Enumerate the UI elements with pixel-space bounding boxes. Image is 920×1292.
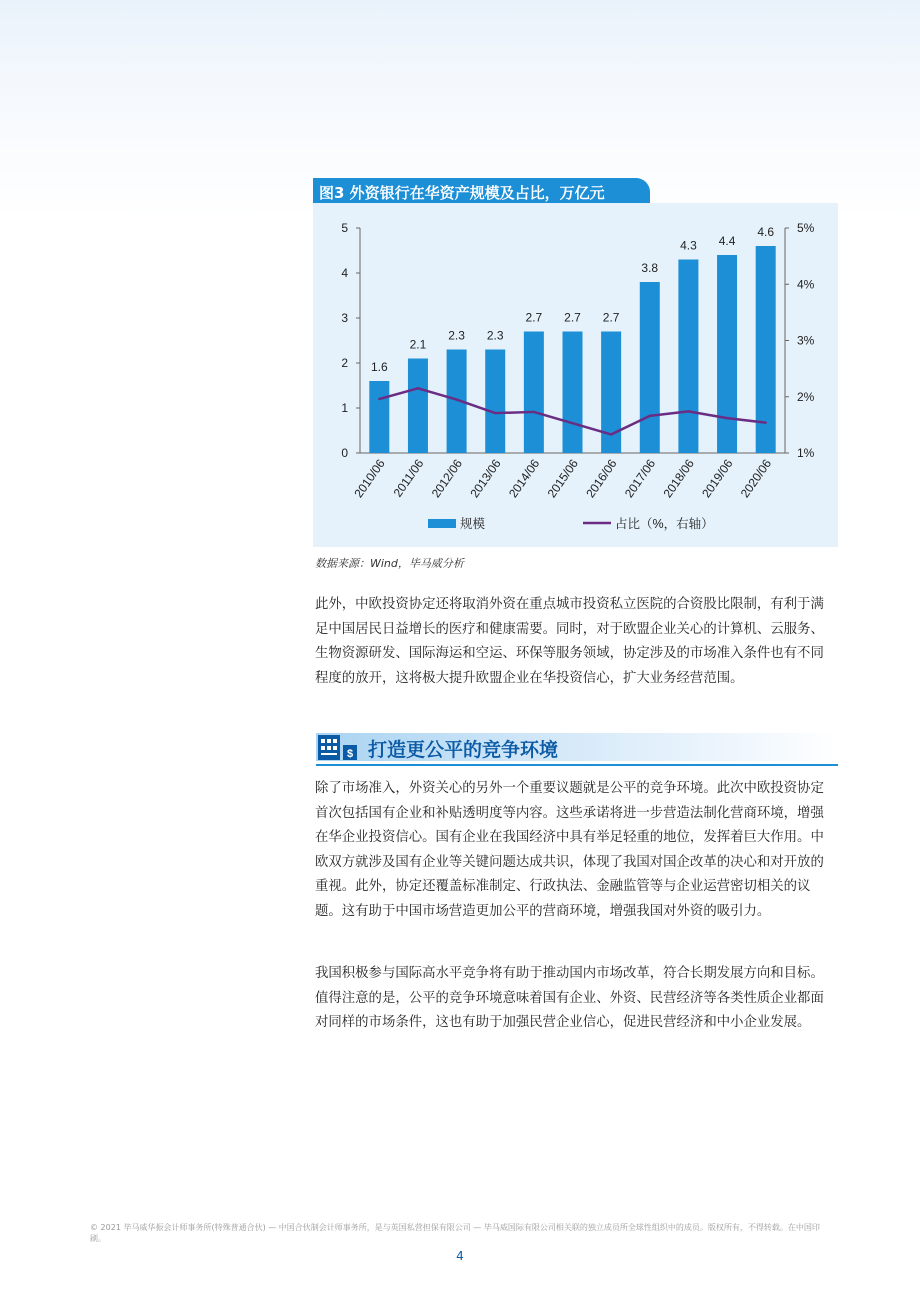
bar-data-label: 1.6 [370,360,388,374]
y-tick-label-right: 3% [797,333,815,348]
x-tick-label: 2017/06 [621,456,659,501]
bar [640,282,660,453]
bar-data-label: 2.7 [564,310,581,325]
y-tick-label-left: 5 [341,221,348,235]
share-point [649,415,651,417]
share-point [610,433,612,435]
share-point [764,421,766,423]
share-point [378,398,380,400]
x-tick-label: 2012/06 [428,456,466,501]
bar [485,350,505,454]
y-tick-label-right: 1% [797,446,815,460]
asset-scale-chart [313,203,838,547]
x-tick-label: 2018/06 [660,456,697,501]
y-tick-label-left: 1 [341,401,348,415]
x-tick-label: 2020/06 [737,456,775,501]
bar-data-label: 3.8 [641,261,659,275]
x-tick-label: 2014/06 [505,456,543,501]
x-tick-label: 2019/06 [699,456,736,501]
section-header [316,731,838,767]
share-point [571,422,573,424]
y-tick-label-left: 3 [341,311,348,325]
legend-label-bar: 规模 [460,517,486,531]
share-point [533,411,535,413]
svg-text:$: $ [346,748,354,760]
bar [563,332,583,454]
bar-data-label: 4.3 [680,238,697,253]
legend-label-line: 占比（%，右轴） [615,517,714,531]
share-point [726,417,728,419]
bar-data-label: 2.3 [448,328,465,343]
x-tick-label: 2011/06 [390,456,427,500]
bar-data-label: 4.6 [757,225,775,239]
chart-panel [313,203,838,547]
bar [678,260,698,454]
share-point [687,410,689,412]
figure-title-tab [313,178,650,206]
x-tick-label: 2016/06 [583,456,620,501]
y-tick-label-left: 4 [341,266,348,280]
section-header-rule [316,764,838,766]
data-source: 数据来源：Wind，毕马威分析 [315,557,464,570]
bar [524,332,544,454]
figure-title: 图3 外资银行在华资产规模及占比，万亿元 [319,184,605,202]
x-tick-label: 2010/06 [351,456,388,501]
share-point [417,387,419,389]
bar [408,359,428,454]
bar-data-label: 2.3 [486,328,504,343]
bar-data-label: 2.7 [525,310,543,325]
building-dollar-icon [318,735,360,761]
legend-swatch-bar [428,519,456,528]
y-tick-label-right: 4% [797,277,815,292]
bar [369,381,389,453]
bar [717,255,737,453]
y-tick-label-left: 0 [341,446,348,460]
share-point [494,412,496,414]
footer-copyright: © 2021 毕马威华振会计师事务所(特殊普通合伙) — 中国合伙制会计师事务所，是与英国私营担保有限公司 — 毕马威国际有限公司相关联的独立成员所全球性组织中的成员。版权所有，不得转载。在中国印刷。 [90,1223,820,1243]
x-tick-label: 2015/06 [544,456,581,501]
intro-paragraph: 此外，中欧投资协定还将取消外资在重点城市投资私立医院的合资股比限制，有利于满足中国居民日益增长的医疗和健康需要。同时，对于欧盟企业关心的计算机、云服务、生物资源研发、国际海运和空运、环保等服务领域，协定涉及的市场准入条件也有不同程度的放开，这将极大提升欧盟企业在华投资信心，扩大业务经营范围。 [315,597,824,686]
y-tick-label-left: 2 [341,356,348,370]
x-tick-label: 2013/06 [467,456,504,501]
y-tick-label-right: 2% [797,389,815,404]
section-paragraph-1: 除了市场准入，外资关心的另外一个重要议题就是公平的竞争环境。此次中欧投资协定首次包括国有企业和补贴透明度等内容。这些承诺将进一步营造法制化营商环境，增强在华企业投资信心。国有企业在我国经济中具有举足轻重的地位，发挥着巨大作用。中欧双方就涉及国有企业等关键问题达成共识，体现了我国对国企改革的决心和对开放的重视。此外，协定还覆盖标准制定、行政执法、金融监管等与企业运营密切相关的议题。这有助于中国市场营造更加公平的营商环境，增强我国对外资的吸引力。 [315,781,824,919]
y-tick-label-right: 5% [797,221,815,235]
page-number: 4 [456,1249,464,1263]
bar-data-label: 2.7 [602,310,620,325]
share-point [455,398,457,400]
section-paragraph-2: 我国积极参与国际高水平竞争将有助于推动国内市场改革，符合长期发展方向和目标。值得注意的是，公平的竞争环境意味着国有企业、外资、民营经济等各类性质企业都面对同样的市场条件，这也有助于加强民营企业信心，促进民营经济和中小企业发展。 [315,966,824,1030]
section-title: 打造更公平的竞争环境 [368,739,559,761]
bar-data-label: 4.4 [718,234,736,248]
bar-data-label: 2.1 [409,337,427,352]
